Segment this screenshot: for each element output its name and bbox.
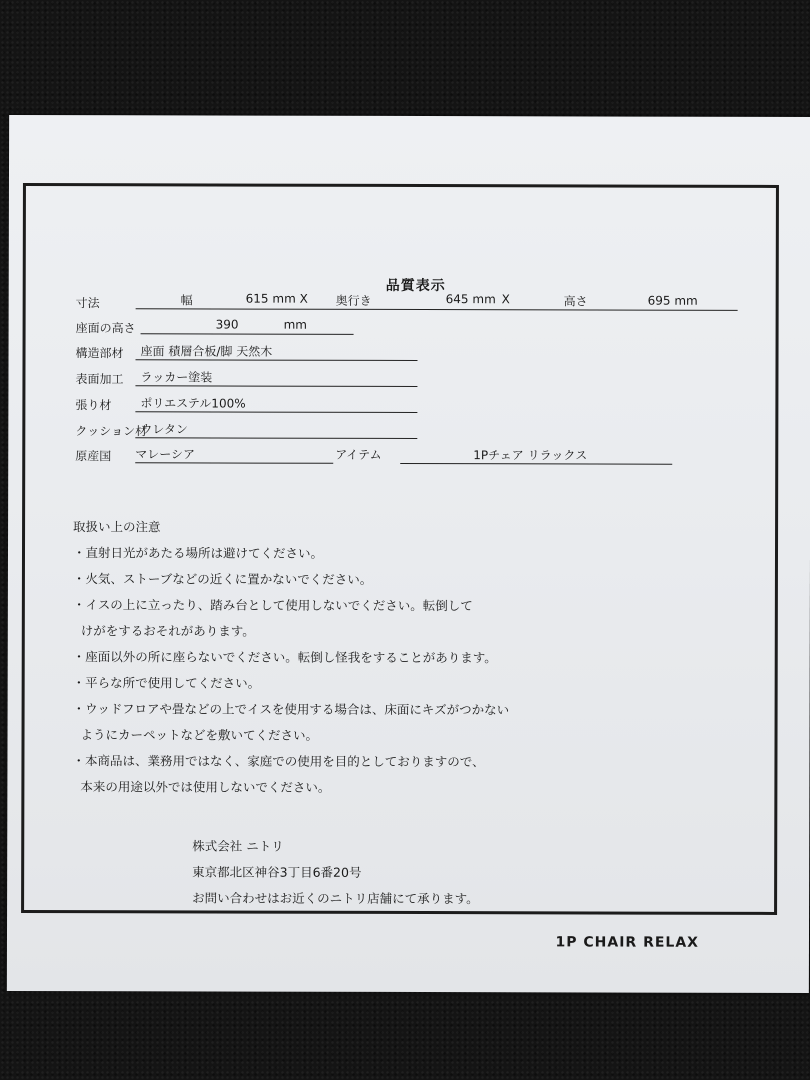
care-note-line: 本来の用途以外では使用しないでください。 [72, 779, 331, 795]
seat-height-underline [141, 333, 354, 335]
structure-value: 座面 積層合板/脚 天然木 [140, 344, 273, 359]
company-contact: お問い合わせはお近くのニトリ店舗にて承ります。 [192, 890, 479, 907]
care-note-line: ・本商品は、業務用ではなく、家庭での使用を目的としておりますので、 [72, 753, 485, 770]
finish-label: 表面加工 [75, 372, 124, 387]
care-note-line: ・平らな所で使用してください。 [72, 675, 261, 691]
care-notes [72, 514, 509, 801]
seat-height-unit: mm [283, 317, 308, 332]
company-address: 東京都北区神谷3丁目6番20号 [192, 864, 362, 880]
label-title: 品質表示 [385, 277, 446, 295]
care-note-line: ようにカーペットなどを敷いてください。 [72, 727, 318, 743]
cushion-label: クッション材 [75, 424, 148, 439]
care-note-line: ・座面以外の所に座らないでください。転倒し怪我をすることがあります。 [72, 649, 497, 666]
seat-height-value: 390 [215, 317, 239, 332]
dimensions-label: 寸法 [75, 296, 100, 311]
depth-label: 奥行き [335, 293, 372, 308]
finish-underline [135, 385, 417, 387]
origin-label: 原産国 [75, 449, 112, 464]
height-value: 695 mm [647, 293, 698, 308]
dimension-separator: X [501, 292, 510, 307]
depth-value: 645 mm [445, 292, 496, 307]
structure-label: 構造部材 [75, 346, 124, 361]
upholstery-underline [135, 411, 417, 413]
care-note-line: ・イスの上に立ったり、踏み台として使用しないでください。転倒して [72, 597, 473, 614]
item-underline [400, 463, 672, 465]
origin-value: マレーシア [135, 447, 196, 462]
upholstery-label: 張り材 [75, 398, 112, 413]
care-note-line: ・直射日光があたる場所は避けてください。 [72, 545, 324, 561]
item-label: アイテム [335, 447, 382, 462]
item-value: 1Pチェア リラックス [473, 448, 588, 463]
structure-underline [136, 359, 418, 361]
label-frame [21, 183, 779, 915]
seat-height-label: 座面の高さ [75, 321, 136, 336]
height-label: 高さ [563, 294, 588, 309]
dimensions-underline [136, 308, 738, 311]
dimension-separator: X [299, 291, 308, 306]
cushion-underline [135, 437, 417, 439]
care-note-line: けがをするおそれがあります。 [72, 623, 255, 639]
width-value: 615 mm [245, 291, 296, 306]
finish-value: ラッカー塗装 [140, 370, 213, 385]
width-label: 幅 [180, 293, 193, 308]
origin-underline [135, 462, 333, 464]
quality-label-sheet [7, 115, 810, 993]
care-note-line: ・火気、ストーブなどの近くに置かないでください。 [72, 571, 373, 587]
cushion-value: ウレタン [140, 422, 188, 437]
company-name: 株式会社 ニトリ [192, 838, 284, 854]
care-notes-heading: 取扱い上の注意 [73, 519, 161, 535]
model-name: 1P CHAIR RELAX [555, 934, 700, 951]
care-note-line: ・ウッドフロアや畳などの上でイスを使用する場合は、床面にキズがつかない [72, 701, 510, 718]
upholstery-value: ポリエステル100% [140, 396, 246, 411]
